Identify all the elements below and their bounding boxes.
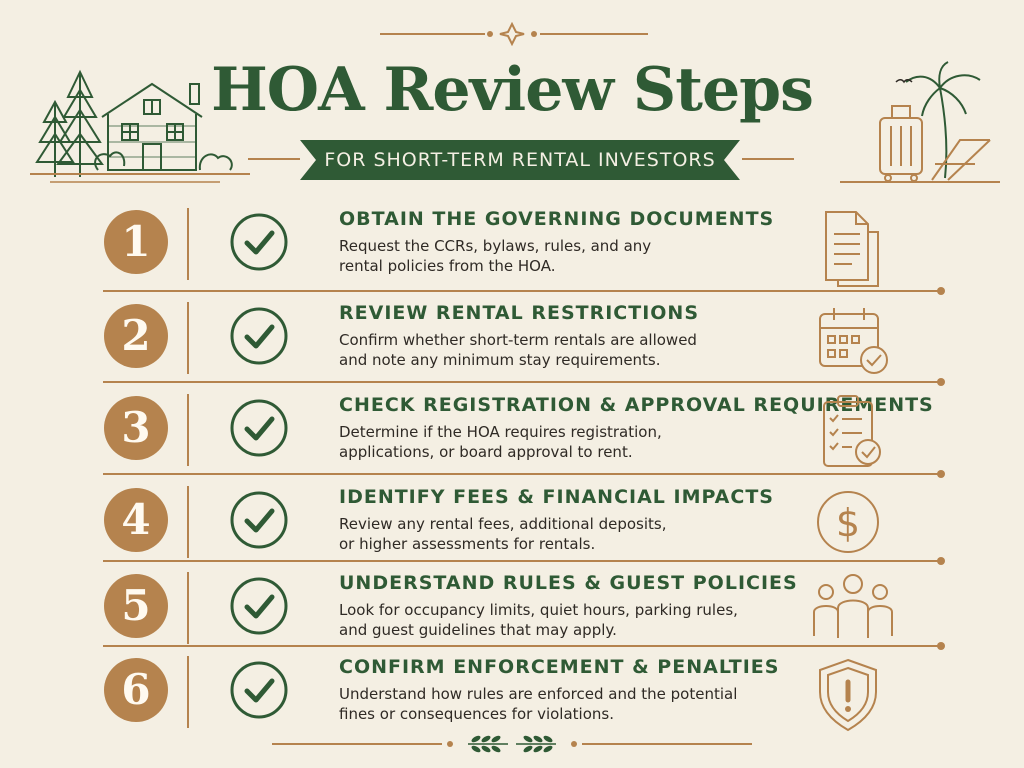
calendar-check-icon: [812, 300, 894, 382]
svg-text:$: $: [835, 501, 861, 545]
description-line-1: Determine if the HOA requires registration,: [339, 423, 662, 441]
divider: [187, 572, 189, 644]
ribbon-line-right: [742, 158, 794, 160]
description-line-1: Confirm whether short-term rentals are allowed: [339, 331, 697, 349]
description-line-2: rental policies from the HOA.: [339, 257, 556, 275]
divider: [187, 302, 189, 374]
step-row-6: [0, 648, 1024, 740]
row-separator: [103, 645, 941, 647]
step-title: IDENTIFY FEES & FINANCIAL IMPACTS: [339, 486, 774, 508]
checkmark-icon: [229, 660, 289, 720]
row-separator: [103, 290, 941, 292]
dollar-icon: [812, 484, 894, 566]
suitcase-icon: [880, 106, 922, 181]
bottom-laurel-ornament: [272, 732, 752, 756]
people-icon: [812, 570, 894, 652]
checkmark-icon: [229, 490, 289, 550]
step-description: [339, 422, 779, 462]
step-description: [339, 236, 779, 276]
shield-alert-icon: [812, 654, 894, 736]
row-separator: [103, 560, 941, 562]
step-row-2: [0, 294, 1024, 386]
ribbon-line-left: [248, 158, 300, 160]
divider: [187, 486, 189, 558]
description-line-1: Look for occupancy limits, quiet hours, parking rules,: [339, 601, 738, 619]
pine-trees: [37, 72, 102, 177]
description-line-2: or higher assessments for rentals.: [339, 535, 596, 553]
top-ornament: [380, 22, 650, 46]
step-title: CHECK REGISTRATION & APPROVAL REQUIREMENTS: [339, 394, 934, 416]
bushes: [95, 152, 232, 170]
house-trees-illustration: [30, 62, 250, 192]
page-title: HOA Review Steps: [211, 55, 813, 125]
step-title: OBTAIN THE GOVERNING DOCUMENTS: [339, 208, 775, 230]
divider: [187, 208, 189, 280]
travel-illustration: [840, 60, 1000, 192]
step-title: REVIEW RENTAL RESTRICTIONS: [339, 302, 700, 324]
step-row-5: [0, 564, 1024, 656]
checkmark-icon: [229, 576, 289, 636]
subtitle-ribbon: [300, 140, 740, 180]
step-row-1: [0, 200, 1024, 292]
row-separator: [103, 473, 941, 475]
step-number: 2: [104, 304, 168, 368]
step-description: [339, 600, 779, 640]
beach-chair: [932, 140, 990, 180]
row-separator: [103, 381, 941, 383]
house: [102, 84, 202, 170]
clipboard-check-icon: [812, 392, 894, 474]
checkmark-icon: [229, 306, 289, 366]
step-number: 6: [104, 658, 168, 722]
step-row-3: [0, 386, 1024, 478]
description-line-2: fines or consequences for violations.: [339, 705, 614, 723]
step-description: [339, 514, 779, 554]
description-line-1: Review any rental fees, additional deposits,: [339, 515, 667, 533]
documents-icon: [812, 206, 894, 288]
description-line-2: applications, or board approval to rent.: [339, 443, 633, 461]
step-number: 1: [104, 210, 168, 274]
checkmark-icon: [229, 398, 289, 458]
description-line-2: and note any minimum stay requirements.: [339, 351, 661, 369]
step-number: 4: [104, 488, 168, 552]
description-line-1: Understand how rules are enforced and the potential: [339, 685, 738, 703]
step-title: CONFIRM ENFORCEMENT & PENALTIES: [339, 656, 780, 678]
checkmark-icon: [229, 212, 289, 272]
description-line-2: and guest guidelines that may apply.: [339, 621, 617, 639]
step-number: 5: [104, 574, 168, 638]
divider: [187, 656, 189, 728]
description-line-1: Request the CCRs, bylaws, rules, and any: [339, 237, 652, 255]
bird: [896, 80, 912, 82]
step-row-4: [0, 478, 1024, 570]
step-number: 3: [104, 396, 168, 460]
subtitle: FOR SHORT-TERM RENTAL INVESTORS: [324, 149, 716, 171]
step-title: UNDERSTAND RULES & GUEST POLICIES: [339, 572, 798, 594]
step-description: [339, 330, 779, 370]
step-description: [339, 684, 779, 724]
divider: [187, 394, 189, 466]
